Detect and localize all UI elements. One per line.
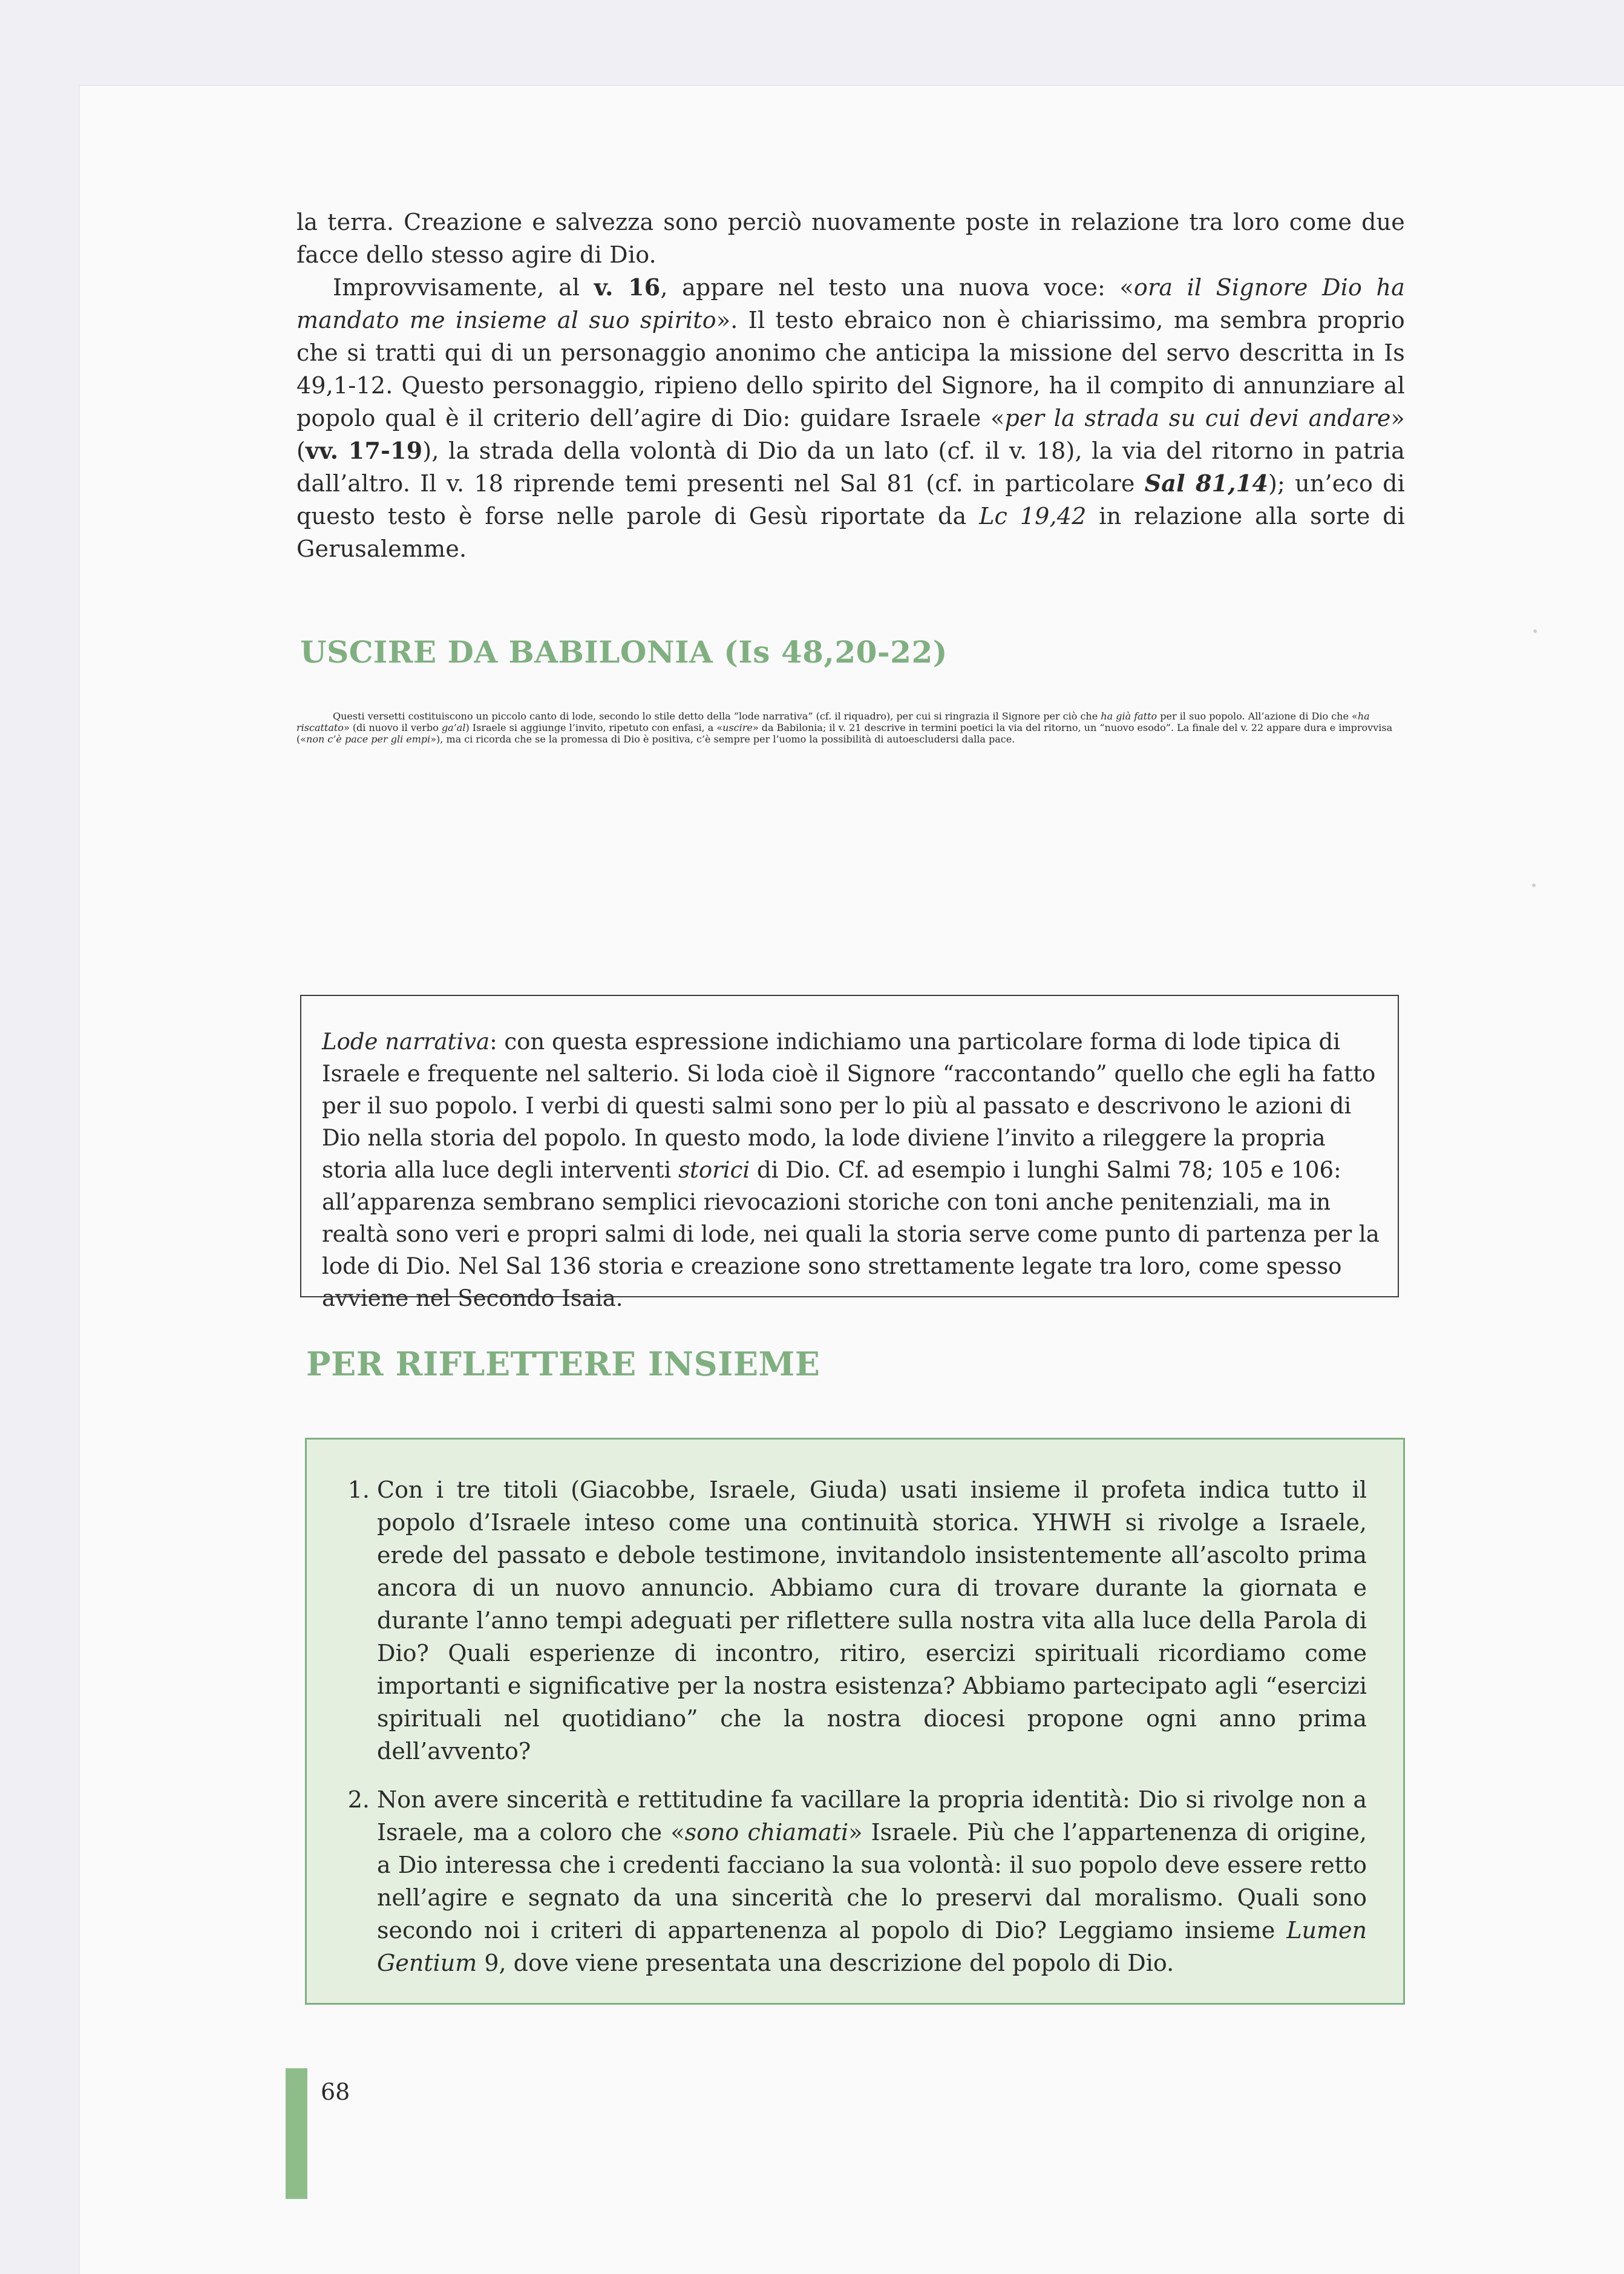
item-number: 2. — [347, 1786, 370, 1813]
text-run: ». Il testo ebraico non è chiarissimo, ma sembra proprio che si tratti qui di un personaggio anonimo che anticipa la missione del servo descritta in Is 49,1-12. Questo personaggio, ripieno dello spirito del Signore, ha il compito di annunziare al popolo qual è il criterio dell’agire di Dio: guidare Israele « — [296, 307, 1405, 431]
text-run: , appare nel testo una nuova voce: « — [660, 274, 1134, 301]
quote: uscire — [722, 722, 753, 733]
item-number: 1. — [347, 1476, 370, 1503]
reflection-item — [331, 1783, 1367, 1979]
text-run: ) Israele si aggiunge l’invito, ripetuto con enfasi, a « — [465, 722, 723, 733]
section-heading-riflettere: PER RIFLETTERE INSIEME — [306, 1345, 820, 1383]
section1-paragraph — [296, 710, 1405, 745]
verse-ref: v. 16 — [594, 274, 661, 301]
intro-paragraph-2 — [296, 271, 1405, 565]
item-text: Con i tre titoli (Giacobbe, Israele, Giuda) usati insieme il profeta indica tutto il popolo d’Israele inteso come una continuità storica. YHWH si rivolge a Israele, erede del passato e debole testimone, invitandolo insistentemente all’ascolto prima ancora di un nuovo annuncio. Abbiamo cura di trovare durante la giornata e durante l’anno tempi adeguati per riflettere sulla nostra vita alla luce della Parola di Dio? Quali esperienze di incontro, ritiro, esercizi spirituali ricordiamo come importanti e significative per la nostra esistenza? Abbiamo partecipato agli “esercizi spirituali nel quotidiano” che la nostra diocesi propone ogni anno prima dell’avvento? — [377, 1476, 1367, 1764]
quote: ha riscattato — [296, 710, 1370, 733]
text-run: » (di nuovo il verbo — [343, 722, 442, 733]
box-note-paragraph — [322, 1026, 1382, 1314]
emphasis: ha già fatto — [1101, 710, 1157, 722]
intro-paragraph-1: la terra. Creazione e salvezza sono perciò nuovamente poste in relazione tra loro come due facce dello stesso agire di Dio. — [296, 209, 1405, 268]
text-run: » Israele. Più che l’appartenenza di origine, a Dio interessa che i credenti facciano la sua volontà: il suo popolo deve essere retto nell’agire e segnato da una sincerità che lo preservi dal moralismo. Quali sono secondo noi i criteri di appartenenza al popolo di Dio? Leggiamo insieme — [377, 1819, 1367, 1944]
text-run: » ( — [296, 405, 1405, 464]
emphasis: storici — [678, 1157, 750, 1183]
psalm-ref: Sal 81,14 — [1144, 470, 1269, 497]
item-text — [377, 1783, 1367, 1979]
text-run: »), ma ci ricorda che se la promessa di Dio è positiva, c’è sempre per l’uomo la possibilità di autoescludersi dalla pace. — [430, 733, 1015, 745]
quote: per la strada su cui devi andare — [1004, 405, 1391, 431]
quote: sono chiamati — [684, 1819, 849, 1846]
verse-ref: vv. 17-19 — [306, 437, 423, 464]
scan-dot — [1533, 629, 1537, 633]
quote: ora il Signore Dio ha mandato me insieme al suo spirito — [296, 274, 1405, 333]
lode-narrativa-box — [300, 995, 1399, 1311]
text-run: Questi versetti costituiscono un piccolo canto di lode, secondo lo stile detto della “lode narrativa” (cf. il riquadro), per cui si ringrazia il Signore per ciò che — [333, 710, 1101, 722]
hebrew-term: ga’al — [441, 722, 466, 733]
text-run: 9, dove viene presentata una descrizione del popolo di Dio. — [477, 1950, 1174, 1976]
scan-dot — [1532, 883, 1536, 887]
text-run: : con questa espressione indichiamo una particolare forma di lode tipica di Israele e frequente nel salterio. Si loda cioè il Signore “raccontando” quello che egli ha fatto per il suo popolo. I verbi di questi salmi sono per lo più al passato e descrivono le azioni di Dio nella storia del popolo. In questo modo, la lode diviene l’invito a rileggere la propria storia alla luce degli interventi — [322, 1029, 1376, 1183]
intro-text — [296, 206, 1405, 565]
section-heading-uscire: USCIRE DA BABILONIA (Is 48,20-22) — [300, 634, 948, 670]
text-run: di Dio. Cf. ad esempio i lunghi Salmi 78; 105 e 106: all’apparenza sembrano semplici rievocazioni storiche con toni anche penitenziali, ma in realtà sono veri e propri salmi di lode, nei quali la storia serve come punto di partenza per la lode di Dio. Nel Sal 136 storia e creazione sono strettamente legate tra loro, come spesso avviene nel Secondo Isaia. — [322, 1157, 1380, 1311]
reflection-item — [331, 1473, 1367, 1768]
quote: non c’è pace per gli empi — [306, 733, 431, 745]
text-run: Non avere sincerità e rettitudine fa vacillare la propria identità: Dio si rivolge non a Israele, ma a coloro che « — [377, 1786, 1367, 1846]
text-run: Improvvisamente, al — [333, 274, 594, 301]
text-run: in relazione alla sorte di Gerusalemme. — [296, 503, 1406, 562]
text-run: ), la strada della volontà di Dio da un lato (cf. il v. 18), la via del ritorno in patria dall’altro. Il v. 18 riprende temi presenti nel Sal 81 (cf. in particolare — [296, 437, 1405, 497]
text-run: ); un’eco di questo testo è forse nelle parole di Gesù riportate da — [296, 470, 1406, 529]
box-term: Lode narrativa — [322, 1029, 490, 1055]
gospel-ref: Lc 19,42 — [979, 503, 1087, 529]
page-number: 68 — [321, 2079, 350, 2105]
page-edge-bar — [286, 2068, 307, 2199]
text-run: » da Babilonia; il v. 21 descrive in termini poetici la via del ritorno, un “nuovo esodo”. La finale del v. 22 appare dura e improvvisa (« — [296, 722, 1393, 745]
section1-body — [296, 701, 1405, 755]
reflection-box — [305, 1438, 1405, 2005]
document-title: Lumen Gentium — [377, 1917, 1367, 1976]
text-run: per il suo popolo. All’azione di Dio che « — [1157, 710, 1358, 722]
